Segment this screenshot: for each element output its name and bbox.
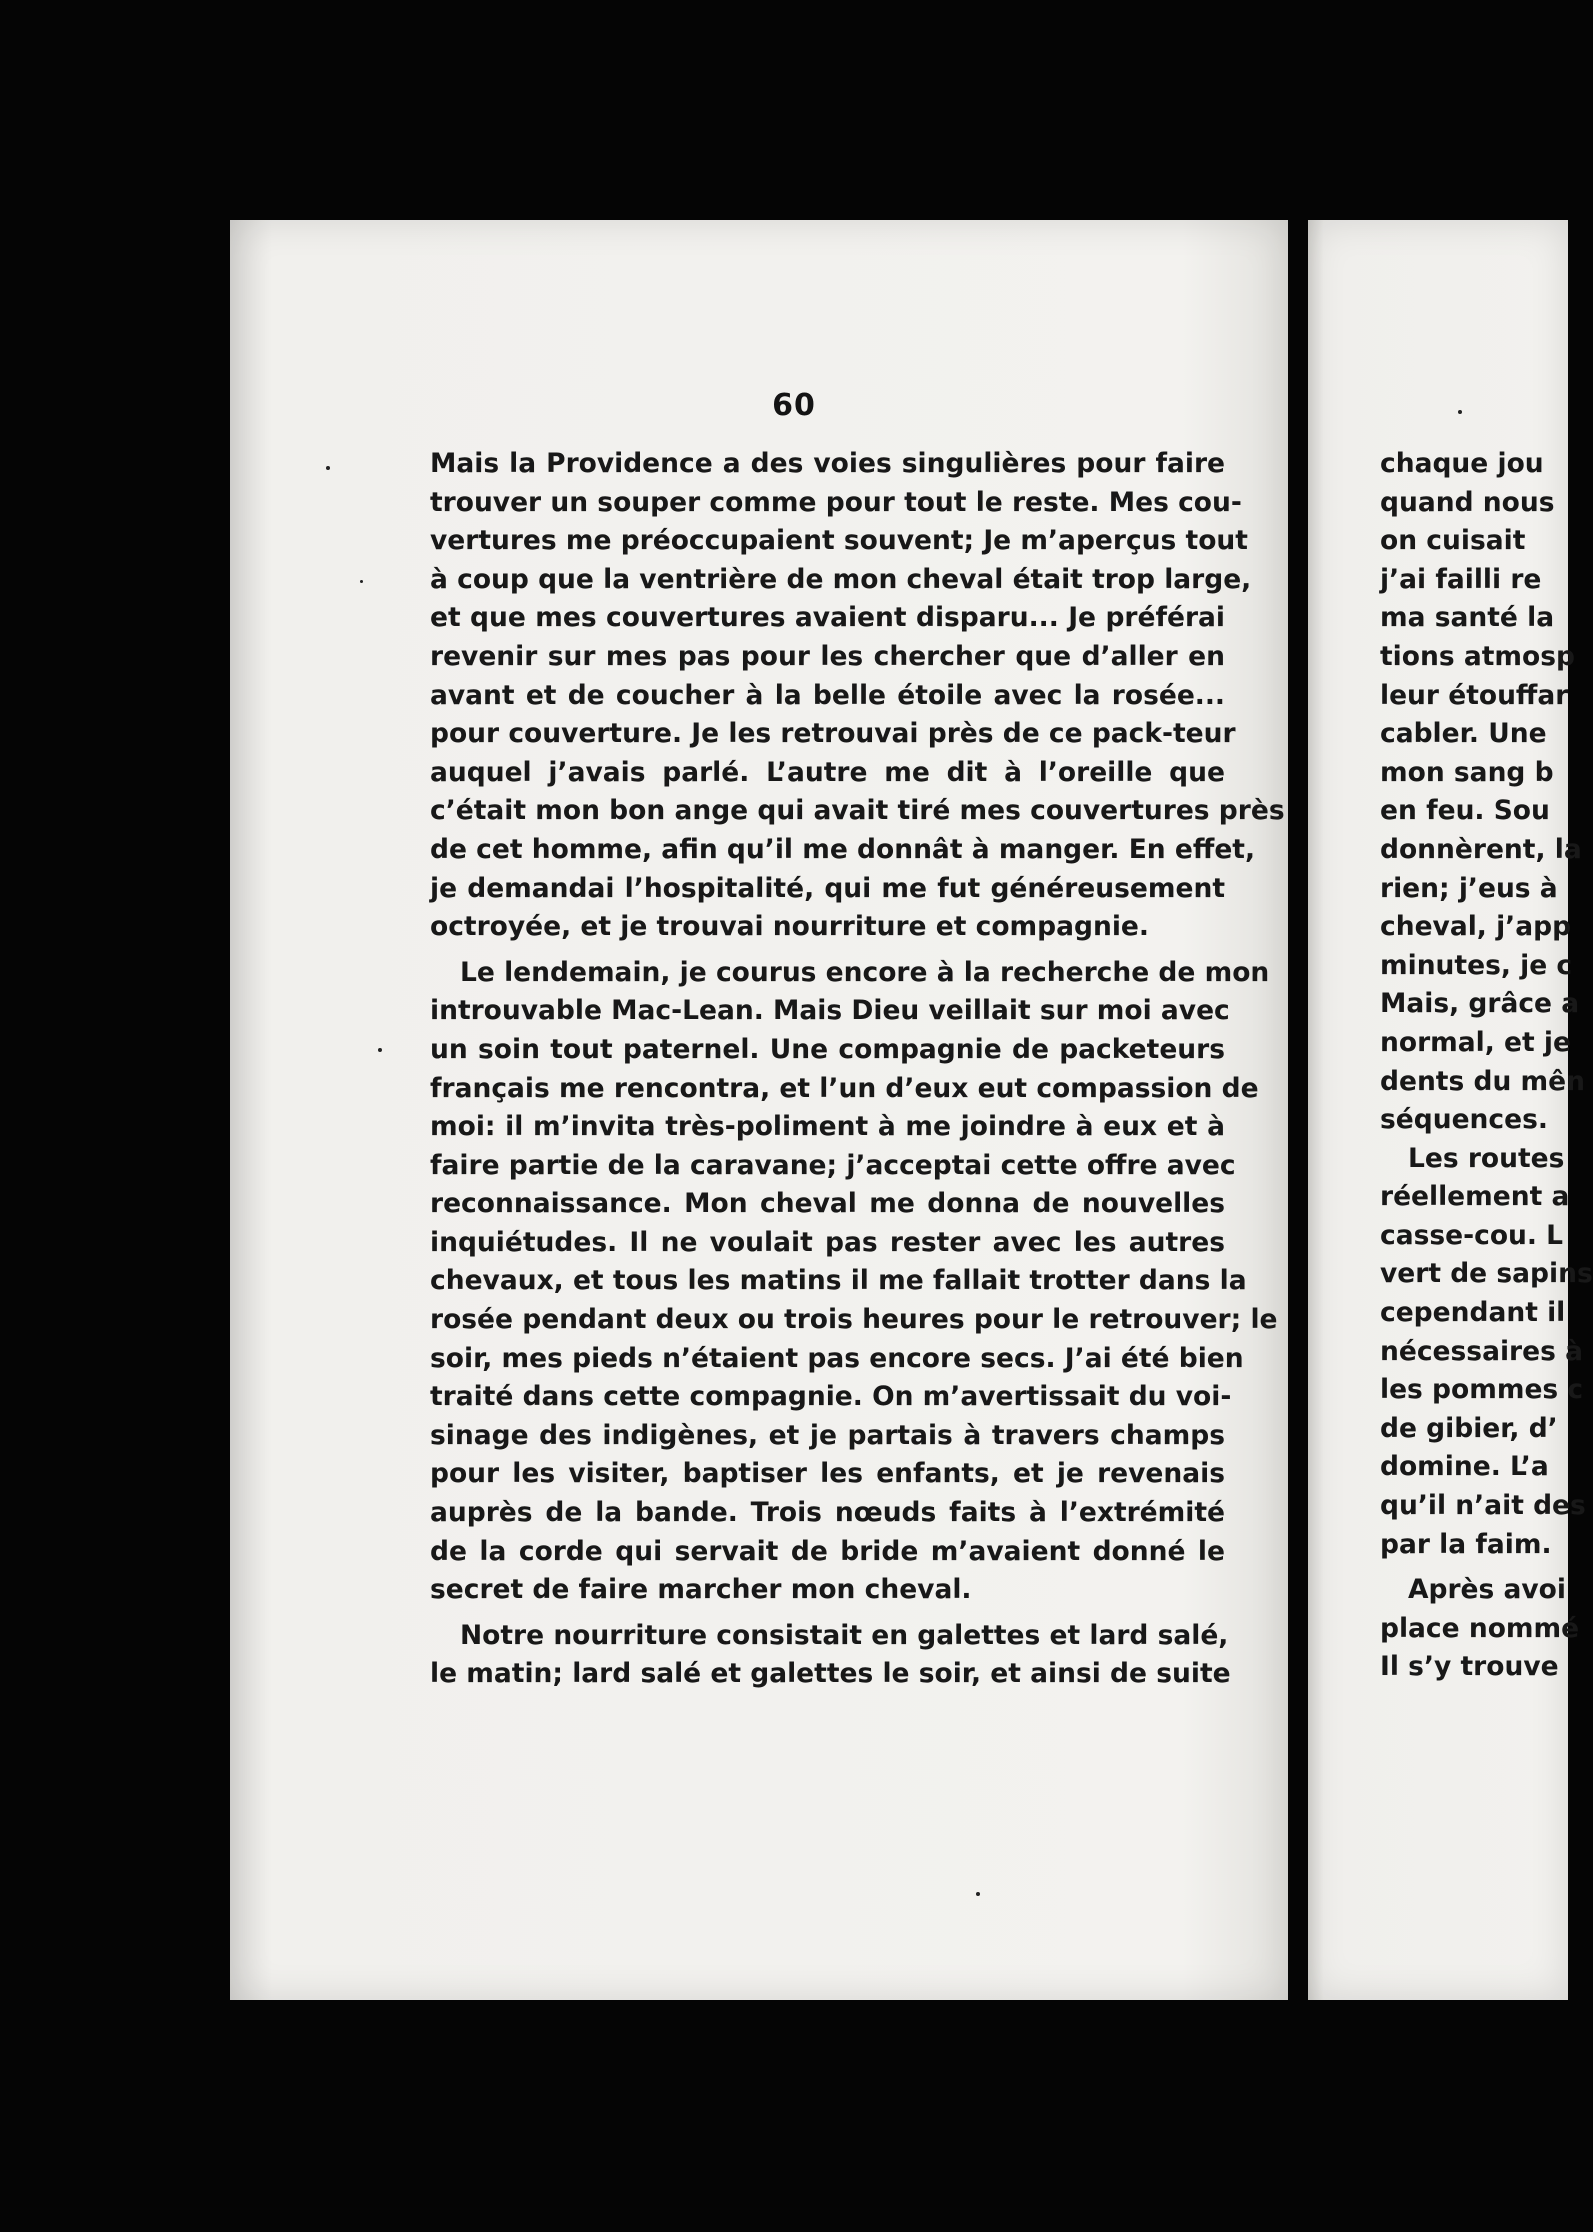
left-page-content [230, 220, 1288, 2000]
text-line: réellement a [1380, 1181, 1570, 1213]
text-line: je demandai l’hospitalité, qui me fut généreusement [430, 872, 1225, 904]
text-line: qu’il n’ait des [1380, 1490, 1586, 1522]
text-line: de gibier, d’ [1380, 1412, 1558, 1444]
text-line: de la corde qui servait de bride m’avaient donné le [430, 1535, 1225, 1567]
text-line: j’ai failli re [1380, 563, 1542, 595]
text-line: Mais, grâce a [1380, 988, 1580, 1020]
text-line: leur étouffar [1380, 679, 1569, 711]
text-line: tions atmosp [1380, 640, 1575, 672]
text-line: auquel j’avais parlé. L’autre me dit à l’oreille que [430, 756, 1225, 788]
text-line: avant et de coucher à la belle étoile avec la rosée... [430, 679, 1225, 711]
text-line: mon sang b [1380, 756, 1554, 788]
text-line: un soin tout paternel. Une compagnie de packeteurs [430, 1033, 1225, 1065]
text-line: de cet homme, afin qu’il me donnât à manger. En effet, [430, 833, 1256, 865]
text-line: secret de faire marcher mon cheval. [430, 1574, 972, 1606]
text-line: on cuisait [1380, 525, 1526, 557]
text-line: nécessaires à [1380, 1335, 1583, 1367]
text-line: introuvable Mac-Lean. Mais Dieu veillait sur moi avec [430, 995, 1230, 1027]
page-number: 60 [772, 388, 816, 423]
text-line: Mais la Providence a des voies singulières pour faire [430, 448, 1225, 479]
text-line: domine. L’a [1380, 1451, 1549, 1483]
text-line: le matin; lard salé et galettes le soir, et ainsi de suite [430, 1658, 1231, 1690]
text-line: chevaux, et tous les matins il me fallait trotter dans la [430, 1265, 1247, 1297]
scan-speck [360, 580, 363, 583]
text-line: et que mes couvertures avaient disparu... Je préférai [430, 602, 1225, 634]
text-line: quand nous [1380, 486, 1555, 518]
text-line: séquences. [1380, 1104, 1548, 1136]
text-line: traité dans cette compagnie. On m’avertissait du voi- [430, 1381, 1232, 1413]
text-line: rien; j’eus à [1380, 872, 1558, 904]
text-line: vertures me préoccupaient souvent; Je m’aperçus tout [430, 525, 1248, 557]
right-page-text [1380, 445, 1593, 1687]
scan-speck [378, 1048, 382, 1052]
text-line: Notre nourriture consistait en galettes et lard salé, [460, 1619, 1229, 1651]
text-line: sinage des indigènes, et je partais à travers champs [430, 1419, 1225, 1451]
text-line: chaque jou [1380, 448, 1544, 479]
scan-speck [326, 466, 330, 470]
body-text [430, 445, 1285, 1694]
text-line: auprès de la bande. Trois nœuds faits à l’extrémité [430, 1497, 1225, 1529]
text-line: moi: il m’invita très-poliment à me joindre à eux et à [430, 1111, 1225, 1143]
text-line: cabler. Une [1380, 718, 1547, 750]
text-line: ma santé la [1380, 602, 1555, 634]
text-line: à coup que la ventrière de mon cheval était trop large, [430, 563, 1252, 595]
text-line: par la faim. [1380, 1528, 1552, 1560]
text-line: français me rencontra, et l’un d’eux eut compassion de [430, 1072, 1259, 1104]
text-line: minutes, je c [1380, 949, 1573, 981]
text-line: place nommé [1380, 1612, 1580, 1644]
text-line: donnèrent, la [1380, 833, 1582, 865]
text-line: normal, et je [1380, 1026, 1571, 1058]
scan-speck [976, 1892, 980, 1896]
text-line: revenir sur mes pas pour les chercher que d’aller en [430, 640, 1225, 672]
page-gutter [1290, 220, 1308, 2000]
text-line: soir, mes pieds n’étaient pas encore secs. J’ai été bien [430, 1342, 1244, 1374]
text-line: cependant il [1380, 1297, 1566, 1329]
text-line: les pommes c [1380, 1374, 1584, 1406]
scan-speck [1458, 410, 1462, 414]
text-line: casse-cou. L [1380, 1219, 1564, 1251]
text-line: octroyée, et je trouvai nourriture et compagnie. [430, 911, 1149, 943]
text-line: en feu. Sou [1380, 795, 1550, 827]
text-line: faire partie de la caravane; j’acceptai cette offre avec [430, 1149, 1236, 1181]
text-line: vert de sapins [1380, 1258, 1593, 1290]
text-line: rosée pendant deux ou trois heures pour le retrouver; le [430, 1304, 1278, 1336]
text-line: cheval, j’app [1380, 911, 1572, 943]
text-line: inquiétudes. Il ne voulait pas rester avec les autres [430, 1226, 1225, 1258]
text-line: Après avoi [1408, 1574, 1566, 1606]
text-line: pour couverture. Je les retrouvai près de ce pack-teur [430, 718, 1236, 750]
text-line: reconnaissance. Mon cheval me donna de nouvelles [430, 1188, 1225, 1220]
text-line: trouver un souper comme pour tout le reste. Mes cou- [430, 486, 1242, 518]
text-line: dents du mên [1380, 1065, 1585, 1097]
text-line: Les routes [1408, 1142, 1565, 1174]
text-line: Il s’y trouve [1380, 1651, 1559, 1683]
text-line: c’était mon bon ange qui avait tiré mes couvertures près [430, 795, 1285, 827]
text-line: pour les visiter, baptiser les enfants, et je revenais [430, 1458, 1225, 1490]
text-line: Le lendemain, je courus encore à la recherche de mon [460, 956, 1270, 988]
